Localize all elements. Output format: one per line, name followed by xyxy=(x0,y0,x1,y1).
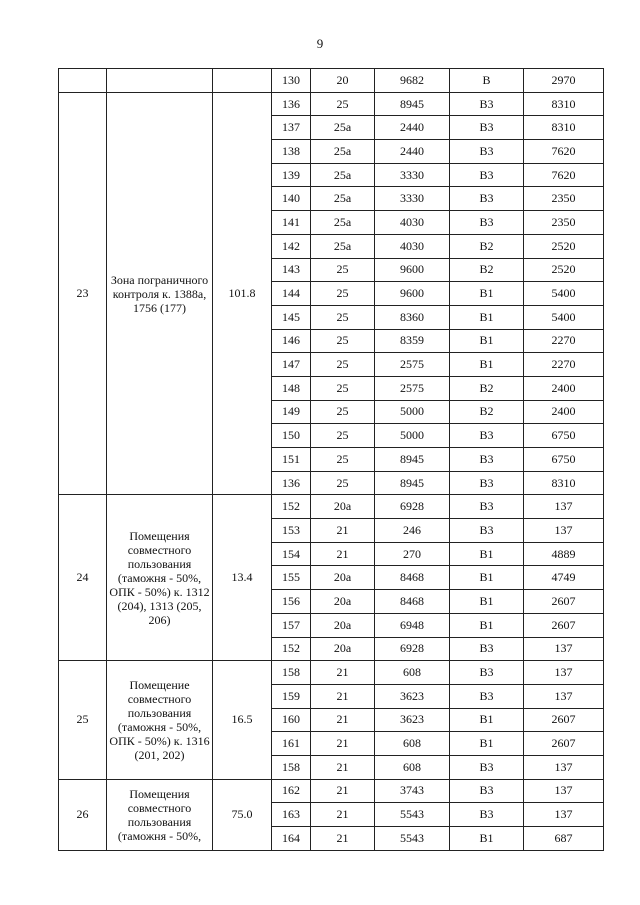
point-number-cell: 141 xyxy=(272,211,311,235)
distance-cell: 8945 xyxy=(375,471,450,495)
height-cell: 21 xyxy=(311,803,375,827)
zone-area-cell: 13.4 xyxy=(213,495,272,661)
zone-description-cell: Помещение совместного пользования (таможня - 50%, ОПК - 50%) к. 1316 (201, 202) xyxy=(107,661,213,779)
axis-cell: B3 xyxy=(450,803,524,827)
value-cell: 6750 xyxy=(524,424,604,448)
value-cell: 137 xyxy=(524,495,604,519)
point-number-cell: 163 xyxy=(272,803,311,827)
point-number-cell: 136 xyxy=(272,471,311,495)
axis-cell: B1 xyxy=(450,613,524,637)
point-number-cell: 162 xyxy=(272,779,311,803)
height-cell: 25 xyxy=(311,376,375,400)
zone-area-cell: 101.8 xyxy=(213,92,272,495)
value-cell: 6750 xyxy=(524,448,604,472)
axis-cell: B1 xyxy=(450,329,524,353)
axis-cell: B3 xyxy=(450,424,524,448)
distance-cell: 3623 xyxy=(375,684,450,708)
point-number-cell: 136 xyxy=(272,92,311,116)
distance-cell: 4030 xyxy=(375,234,450,258)
height-cell: 21 xyxy=(311,684,375,708)
axis-cell: B2 xyxy=(450,376,524,400)
value-cell: 2350 xyxy=(524,187,604,211)
point-number-cell: 157 xyxy=(272,613,311,637)
axis-cell: B1 xyxy=(450,827,524,851)
distance-cell: 8945 xyxy=(375,92,450,116)
value-cell: 2270 xyxy=(524,353,604,377)
distance-cell: 3330 xyxy=(375,163,450,187)
point-number-cell: 151 xyxy=(272,448,311,472)
point-number-cell: 161 xyxy=(272,732,311,756)
point-number-cell: 139 xyxy=(272,163,311,187)
height-cell: 25 xyxy=(311,448,375,472)
point-number-cell: 160 xyxy=(272,708,311,732)
height-cell: 21 xyxy=(311,732,375,756)
axis-cell: B3 xyxy=(450,519,524,543)
value-cell: 137 xyxy=(524,684,604,708)
value-cell: 8310 xyxy=(524,92,604,116)
axis-cell: B1 xyxy=(450,353,524,377)
value-cell: 137 xyxy=(524,637,604,661)
value-cell: 2607 xyxy=(524,590,604,614)
empty-cell xyxy=(59,69,107,93)
point-number-cell: 140 xyxy=(272,187,311,211)
height-cell: 21 xyxy=(311,661,375,685)
axis-cell: B1 xyxy=(450,566,524,590)
point-number-cell: 153 xyxy=(272,519,311,543)
table-row xyxy=(59,92,604,116)
distance-cell: 3743 xyxy=(375,779,450,803)
point-number-cell: 147 xyxy=(272,353,311,377)
point-number-cell: 137 xyxy=(272,116,311,140)
axis-cell: B xyxy=(450,69,524,93)
value-cell: 7620 xyxy=(524,140,604,164)
value-cell: 137 xyxy=(524,519,604,543)
distance-cell: 5000 xyxy=(375,424,450,448)
value-cell: 2607 xyxy=(524,613,604,637)
page-number: 9 xyxy=(316,36,324,51)
value-cell: 2400 xyxy=(524,376,604,400)
axis-cell: B1 xyxy=(450,282,524,306)
axis-cell: B3 xyxy=(450,211,524,235)
distance-cell: 270 xyxy=(375,542,450,566)
value-cell: 2970 xyxy=(524,69,604,93)
height-cell: 25 xyxy=(311,400,375,424)
axis-cell: B3 xyxy=(450,187,524,211)
height-cell: 25 xyxy=(311,471,375,495)
value-cell: 2607 xyxy=(524,732,604,756)
distance-cell: 4030 xyxy=(375,211,450,235)
coordinates-table xyxy=(58,68,604,851)
point-number-cell: 152 xyxy=(272,637,311,661)
value-cell: 687 xyxy=(524,827,604,851)
axis-cell: B3 xyxy=(450,637,524,661)
axis-cell: B3 xyxy=(450,116,524,140)
height-cell: 25a xyxy=(311,234,375,258)
axis-cell: B3 xyxy=(450,755,524,779)
distance-cell: 8468 xyxy=(375,590,450,614)
table-row xyxy=(59,69,604,93)
zone-number-cell: 24 xyxy=(59,495,107,661)
point-number-cell: 156 xyxy=(272,590,311,614)
axis-cell: B3 xyxy=(450,779,524,803)
axis-cell: B2 xyxy=(450,258,524,282)
distance-cell: 5543 xyxy=(375,803,450,827)
height-cell: 21 xyxy=(311,755,375,779)
point-number-cell: 152 xyxy=(272,495,311,519)
value-cell: 2520 xyxy=(524,234,604,258)
value-cell: 137 xyxy=(524,803,604,827)
point-number-cell: 158 xyxy=(272,755,311,779)
distance-cell: 608 xyxy=(375,661,450,685)
value-cell: 5400 xyxy=(524,305,604,329)
point-number-cell: 143 xyxy=(272,258,311,282)
point-number-cell: 146 xyxy=(272,329,311,353)
distance-cell: 8468 xyxy=(375,566,450,590)
axis-cell: B2 xyxy=(450,400,524,424)
height-cell: 20a xyxy=(311,613,375,637)
value-cell: 8310 xyxy=(524,471,604,495)
height-cell: 21 xyxy=(311,708,375,732)
point-number-cell: 138 xyxy=(272,140,311,164)
height-cell: 21 xyxy=(311,827,375,851)
height-cell: 25 xyxy=(311,282,375,306)
distance-cell: 8360 xyxy=(375,305,450,329)
height-cell: 25 xyxy=(311,92,375,116)
point-number-cell: 150 xyxy=(272,424,311,448)
height-cell: 25a xyxy=(311,140,375,164)
distance-cell: 3330 xyxy=(375,187,450,211)
zone-number-cell: 26 xyxy=(59,779,107,850)
distance-cell: 608 xyxy=(375,732,450,756)
distance-cell: 2440 xyxy=(375,116,450,140)
empty-cell xyxy=(213,69,272,93)
height-cell: 20a xyxy=(311,590,375,614)
height-cell: 25 xyxy=(311,329,375,353)
height-cell: 25 xyxy=(311,305,375,329)
axis-cell: B1 xyxy=(450,542,524,566)
point-number-cell: 148 xyxy=(272,376,311,400)
axis-cell: B2 xyxy=(450,234,524,258)
distance-cell: 3623 xyxy=(375,708,450,732)
distance-cell: 8945 xyxy=(375,448,450,472)
axis-cell: B3 xyxy=(450,163,524,187)
point-number-cell: 130 xyxy=(272,69,311,93)
point-number-cell: 149 xyxy=(272,400,311,424)
point-number-cell: 164 xyxy=(272,827,311,851)
height-cell: 25 xyxy=(311,353,375,377)
distance-cell: 8359 xyxy=(375,329,450,353)
value-cell: 8310 xyxy=(524,116,604,140)
point-number-cell: 144 xyxy=(272,282,311,306)
value-cell: 137 xyxy=(524,779,604,803)
empty-cell xyxy=(107,69,213,93)
point-number-cell: 142 xyxy=(272,234,311,258)
height-cell: 21 xyxy=(311,542,375,566)
point-number-cell: 158 xyxy=(272,661,311,685)
zone-area-cell: 75.0 xyxy=(213,779,272,850)
height-cell: 20 xyxy=(311,69,375,93)
axis-cell: B3 xyxy=(450,684,524,708)
axis-cell: B3 xyxy=(450,92,524,116)
value-cell: 2350 xyxy=(524,211,604,235)
height-cell: 25 xyxy=(311,424,375,448)
height-cell: 25 xyxy=(311,258,375,282)
value-cell: 2270 xyxy=(524,329,604,353)
height-cell: 25a xyxy=(311,163,375,187)
distance-cell: 246 xyxy=(375,519,450,543)
zone-number-cell: 23 xyxy=(59,92,107,495)
distance-cell: 6928 xyxy=(375,495,450,519)
axis-cell: B1 xyxy=(450,590,524,614)
distance-cell: 2575 xyxy=(375,376,450,400)
height-cell: 21 xyxy=(311,779,375,803)
height-cell: 20a xyxy=(311,566,375,590)
height-cell: 25a xyxy=(311,187,375,211)
distance-cell: 6948 xyxy=(375,613,450,637)
axis-cell: B3 xyxy=(450,495,524,519)
point-number-cell: 154 xyxy=(272,542,311,566)
distance-cell: 6928 xyxy=(375,637,450,661)
value-cell: 7620 xyxy=(524,163,604,187)
value-cell: 5400 xyxy=(524,282,604,306)
height-cell: 25a xyxy=(311,116,375,140)
distance-cell: 2575 xyxy=(375,353,450,377)
value-cell: 2400 xyxy=(524,400,604,424)
zone-description-cell: Помещения совместного пользования (таможня - 50%, ОПК - 50%) к. 1312 (204), 1313 (205, 206) xyxy=(107,495,213,661)
zone-description-cell: Зона пограничного контроля к. 1388а, 1756 (177) xyxy=(107,92,213,495)
height-cell: 20a xyxy=(311,637,375,661)
point-number-cell: 159 xyxy=(272,684,311,708)
distance-cell: 9600 xyxy=(375,282,450,306)
axis-cell: B3 xyxy=(450,471,524,495)
table-row xyxy=(59,779,604,803)
axis-cell: B1 xyxy=(450,708,524,732)
value-cell: 2520 xyxy=(524,258,604,282)
value-cell: 137 xyxy=(524,755,604,779)
value-cell: 4749 xyxy=(524,566,604,590)
value-cell: 2607 xyxy=(524,708,604,732)
zone-area-cell: 16.5 xyxy=(213,661,272,779)
height-cell: 20a xyxy=(311,495,375,519)
height-cell: 21 xyxy=(311,519,375,543)
value-cell: 137 xyxy=(524,661,604,685)
distance-cell: 608 xyxy=(375,755,450,779)
axis-cell: B1 xyxy=(450,732,524,756)
distance-cell: 5000 xyxy=(375,400,450,424)
value-cell: 4889 xyxy=(524,542,604,566)
distance-cell: 5543 xyxy=(375,827,450,851)
table-row xyxy=(59,495,604,519)
distance-cell: 9600 xyxy=(375,258,450,282)
height-cell: 25a xyxy=(311,211,375,235)
point-number-cell: 155 xyxy=(272,566,311,590)
table-row xyxy=(59,661,604,685)
point-number-cell: 145 xyxy=(272,305,311,329)
axis-cell: B1 xyxy=(450,305,524,329)
zone-number-cell: 25 xyxy=(59,661,107,779)
axis-cell: B3 xyxy=(450,140,524,164)
distance-cell: 9682 xyxy=(375,69,450,93)
distance-cell: 2440 xyxy=(375,140,450,164)
zone-description-cell: Помещения совместного пользования (таможня - 50%, xyxy=(107,779,213,850)
axis-cell: B3 xyxy=(450,661,524,685)
axis-cell: B3 xyxy=(450,448,524,472)
